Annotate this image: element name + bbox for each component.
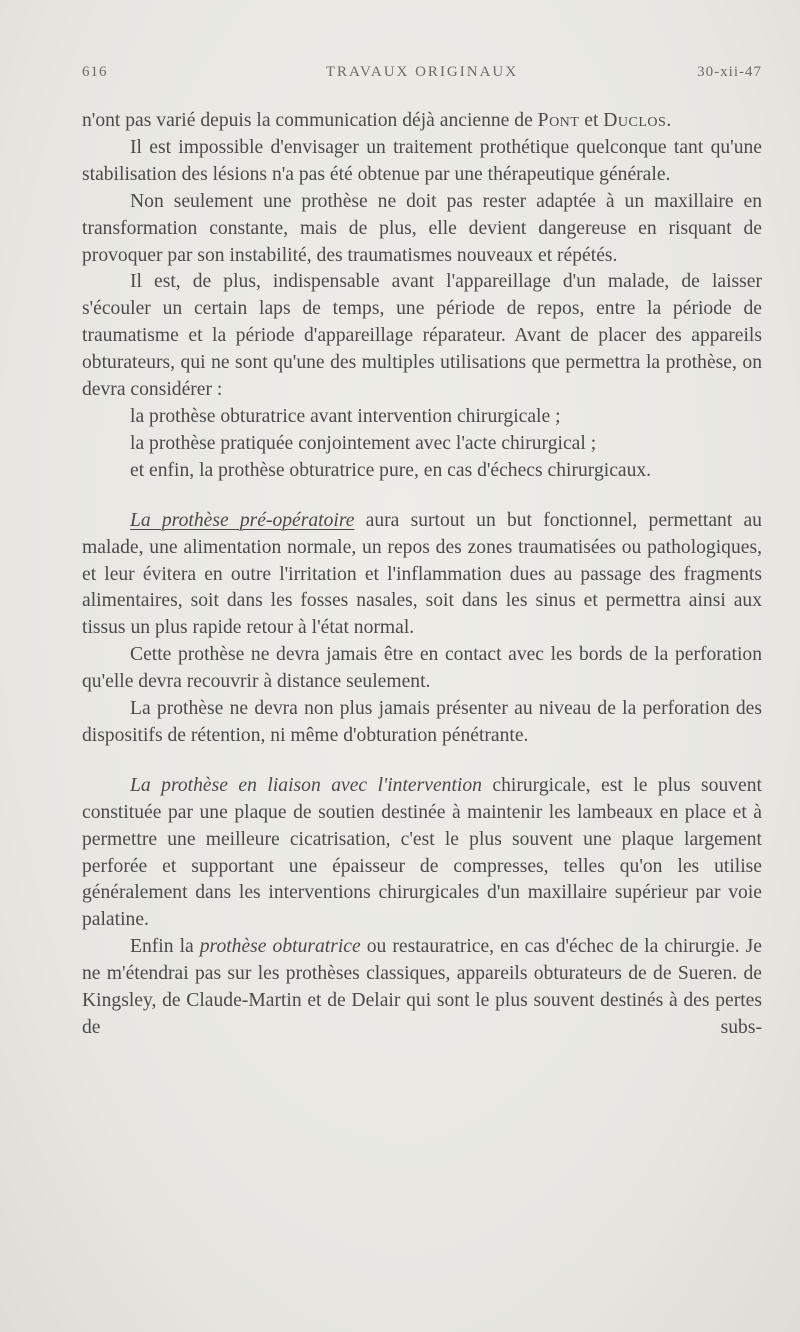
- author-name-pont: Pont: [537, 110, 580, 131]
- paragraph: La prothèse ne devra non plus jamais présenter au niveau de la perforation des dispositifs de rétention, ni même d'obturation pénétrante.: [82, 698, 762, 746]
- text-run: n'ont pas varié depuis la communication déjà ancienne de: [82, 110, 538, 131]
- text-run: ou restauratrice, en cas d'échec de la chirurgie. Je ne m'étendrai pas sur les prothèses classiques, appareils obturateurs de de Sueren. de Kingsley, de Claude-Martin et de Delair qui sont le plus souvent destinés à des pertes de subs-: [82, 936, 762, 1038]
- text-run: chirurgicale, est le plus souvent constituée par une plaque de soutien destinée à maintenir les lambeaux en place et à permettre une meilleure cicatrisation, c'est le plus souvent une plaque largement perforée et supportant une épaisseur de compresses, telles qu'on les utilise généralement dans les interventions chirurgicales d'un maxillaire supérieur par voie palatine.: [82, 774, 762, 931]
- text-run: Enfin la: [130, 936, 200, 958]
- running-title: TRAVAUX ORIGINAUX: [325, 64, 519, 80]
- list-item: la prothèse pratiquée conjointement avec l'acte chirurgical ;: [130, 432, 597, 454]
- running-header: [82, 64, 762, 86]
- text-run: et: [579, 110, 604, 131]
- term-pre-operative: La prothèse pré-opératoire: [130, 509, 355, 531]
- text-run: aura surtout un but fonctionnel, permettant au malade, une alimentation normale, un repos des zones traumatisées ou pathologiques, et leur évitera en outre l'irritation et l'inflammation dues au passage des fragments alimentaires, soit dans les fosses nasales, soit dans les sinus et permettra ainsi aux tissus un plus rapide retour à l'état normal.: [82, 509, 762, 639]
- author-name-duclos: Duclos: [603, 110, 667, 131]
- page-number: 616: [82, 64, 108, 80]
- list-item: et enfin, la prothèse obturatrice pure, en cas d'échecs chirurgicaux.: [130, 459, 652, 481]
- paragraph: [82, 773, 762, 934]
- paragraph-continued: [82, 108, 762, 135]
- paragraph: [82, 508, 762, 643]
- text-run: .: [666, 110, 672, 131]
- issue-date: 30-xii-47: [697, 64, 762, 80]
- article-body: [82, 108, 762, 1042]
- term-with-intervention: La prothèse en liaison avec l'intervention: [130, 774, 482, 796]
- paragraph: Il est impossible d'envisager un traitement prothétique quelconque tant qu'une stabilisation des lésions n'a pas été obtenue par une thérapeutique générale.: [82, 136, 762, 185]
- paragraph: Non seulement une prothèse ne doit pas rester adaptée à un maxillaire en transformation constante, mais de plus, elle devient dangereuse en risquant de provoquer par son instabilité, des traumatismes nouveaux et répétés.: [82, 190, 762, 266]
- list-item: la prothèse obturatrice avant intervention chirurgicale ;: [130, 405, 561, 427]
- paragraph: Cette prothèse ne devra jamais être en contact avec les bords de la perforation qu'elle devra recouvrir à distance seulement.: [82, 644, 762, 693]
- term-obturator: prothèse obturatrice: [199, 936, 361, 958]
- paragraph: [82, 934, 762, 1042]
- paragraph: Il est, de plus, indispensable avant l'appareillage d'un malade, de laisser s'écouler un certain laps de temps, une période de repos, entre la période de traumatisme et la période d'appareillage réparateur. Avant de placer des appareils obturateurs, qui ne sont qu'une des multiples utilisations que permettra la prothèse, on devra considérer :: [82, 271, 762, 401]
